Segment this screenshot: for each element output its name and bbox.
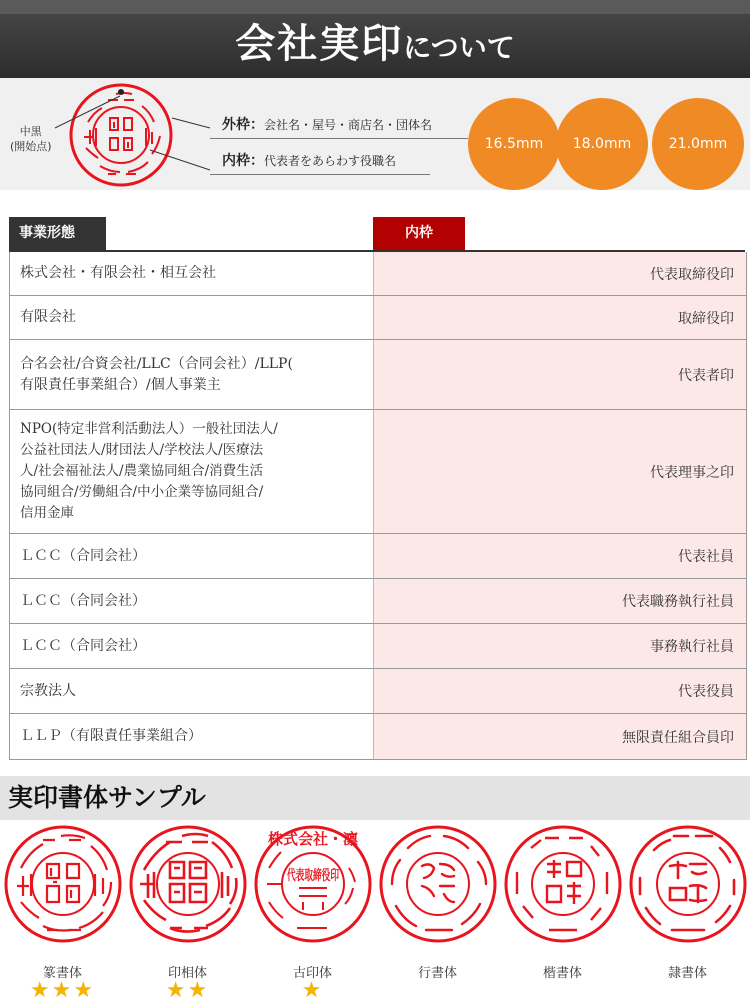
font-name-label: 楷書体	[542, 966, 582, 981]
column-header-inner: 内枠	[373, 217, 465, 250]
business-cell: ＬＣＣ（合同会社）	[10, 534, 374, 578]
size-badge-180: 18.0mm	[556, 98, 648, 190]
business-cell: 株式会社・有限会社・相互会社	[10, 252, 374, 295]
business-cell: ＬＬＰ（有限責任事業組合）	[10, 714, 374, 759]
table-row	[10, 714, 746, 760]
outer-frame-rule	[210, 138, 468, 139]
font-name-label: 篆書体	[42, 966, 82, 981]
inner-frame-label: 内枠：	[222, 153, 264, 169]
table-row	[10, 340, 746, 410]
table-row	[10, 534, 746, 579]
font-sample-list	[0, 820, 750, 1003]
page-title-main: 会社実印	[235, 21, 404, 67]
table-row	[10, 252, 746, 296]
inner-cell: 代表取締役印	[374, 252, 746, 295]
seal-structure-panel	[0, 78, 750, 190]
seal-sample-reisho-image	[628, 824, 748, 944]
table-row	[10, 296, 746, 340]
inner-frame-rule	[210, 174, 430, 175]
inner-frame-text: 代表者をあらわす役職名	[264, 154, 397, 168]
seal-sample-kaisho-image	[503, 824, 623, 944]
seal-sample-insou-image	[128, 824, 248, 944]
font-sample-title: 実印書体サンプル	[8, 783, 206, 812]
font-sample-tensho	[0, 824, 125, 1003]
page-title-sub: について	[403, 31, 515, 64]
inner-cell: 無限責任組合員印	[374, 714, 746, 759]
business-cell: NPO(特定非営利活動法人）一般社団法人/ 公益社団法人/財団法人/学校法人/医療法 人/社会福祉法人/農業協同組合/消費生活 協同組合/労働組合/中小企業等協同組合/ 信用金庫	[10, 410, 374, 533]
outer-frame-label: 外枠：	[222, 117, 264, 133]
seal-sample-koin-image	[253, 824, 373, 944]
table-row	[10, 669, 746, 714]
rating-stars: ★	[301, 978, 324, 1003]
table-body	[9, 252, 747, 760]
font-sample-reisho	[625, 824, 750, 999]
font-name-label: 古印体	[292, 966, 332, 981]
font-name-label: 行書体	[417, 966, 457, 981]
inner-cell: 取締役印	[374, 296, 746, 339]
size-badge-165: 16.5mm	[468, 98, 560, 190]
font-sample-insou	[125, 824, 250, 1003]
inner-cell: 代表理事之印	[374, 410, 746, 533]
font-sample-gyosho	[375, 824, 500, 999]
size-badge-210: 21.0mm	[652, 98, 744, 190]
table-row	[10, 410, 746, 534]
page-title	[0, 14, 750, 74]
seal-inner-text: 代表取締役印	[287, 868, 371, 884]
table-row	[10, 624, 746, 669]
inner-cell: 事務執行社員	[374, 624, 746, 668]
seal-sample-tensho-image	[3, 824, 123, 944]
start-point-label: 中黒 (開始点)	[10, 125, 52, 153]
rating-stars: ★★	[165, 978, 210, 1003]
font-name-label: 印相体	[167, 966, 207, 981]
inner-cell: 代表役員	[374, 669, 746, 713]
business-cell: 宗教法人	[10, 669, 374, 713]
business-cell: 有限会社	[10, 296, 374, 339]
font-sample-koin	[250, 824, 375, 1003]
inner-cell: 代表職務執行社員	[374, 579, 746, 623]
header-band	[0, 0, 750, 14]
inner-cell: 代表者印	[374, 340, 746, 409]
inner-frame-row	[222, 150, 396, 170]
font-sample-kaisho	[500, 824, 625, 999]
seal-outer-text-top: 株式会社・凛	[267, 830, 359, 848]
business-cell: ＬＣＣ（合同会社）	[10, 579, 374, 623]
table-row	[10, 579, 746, 624]
business-cell: 合名会社/合資会社/LLC（合同会社）/LLP( 有限責任事業組合）/個人事業主	[10, 340, 374, 409]
font-sample-section-header	[0, 776, 750, 820]
business-cell: ＬＣＣ（合同会社）	[10, 624, 374, 668]
rating-stars: ★★★	[29, 978, 96, 1003]
column-header-business: 事業形態	[9, 217, 106, 250]
font-name-label: 隷書体	[667, 966, 707, 981]
outer-frame-row	[222, 114, 432, 134]
outer-frame-text: 会社名・屋号・商店名・団体名	[264, 118, 433, 132]
page-header	[0, 0, 750, 78]
inner-cell: 代表社員	[374, 534, 746, 578]
seal-sample-gyosho-image	[378, 824, 498, 944]
